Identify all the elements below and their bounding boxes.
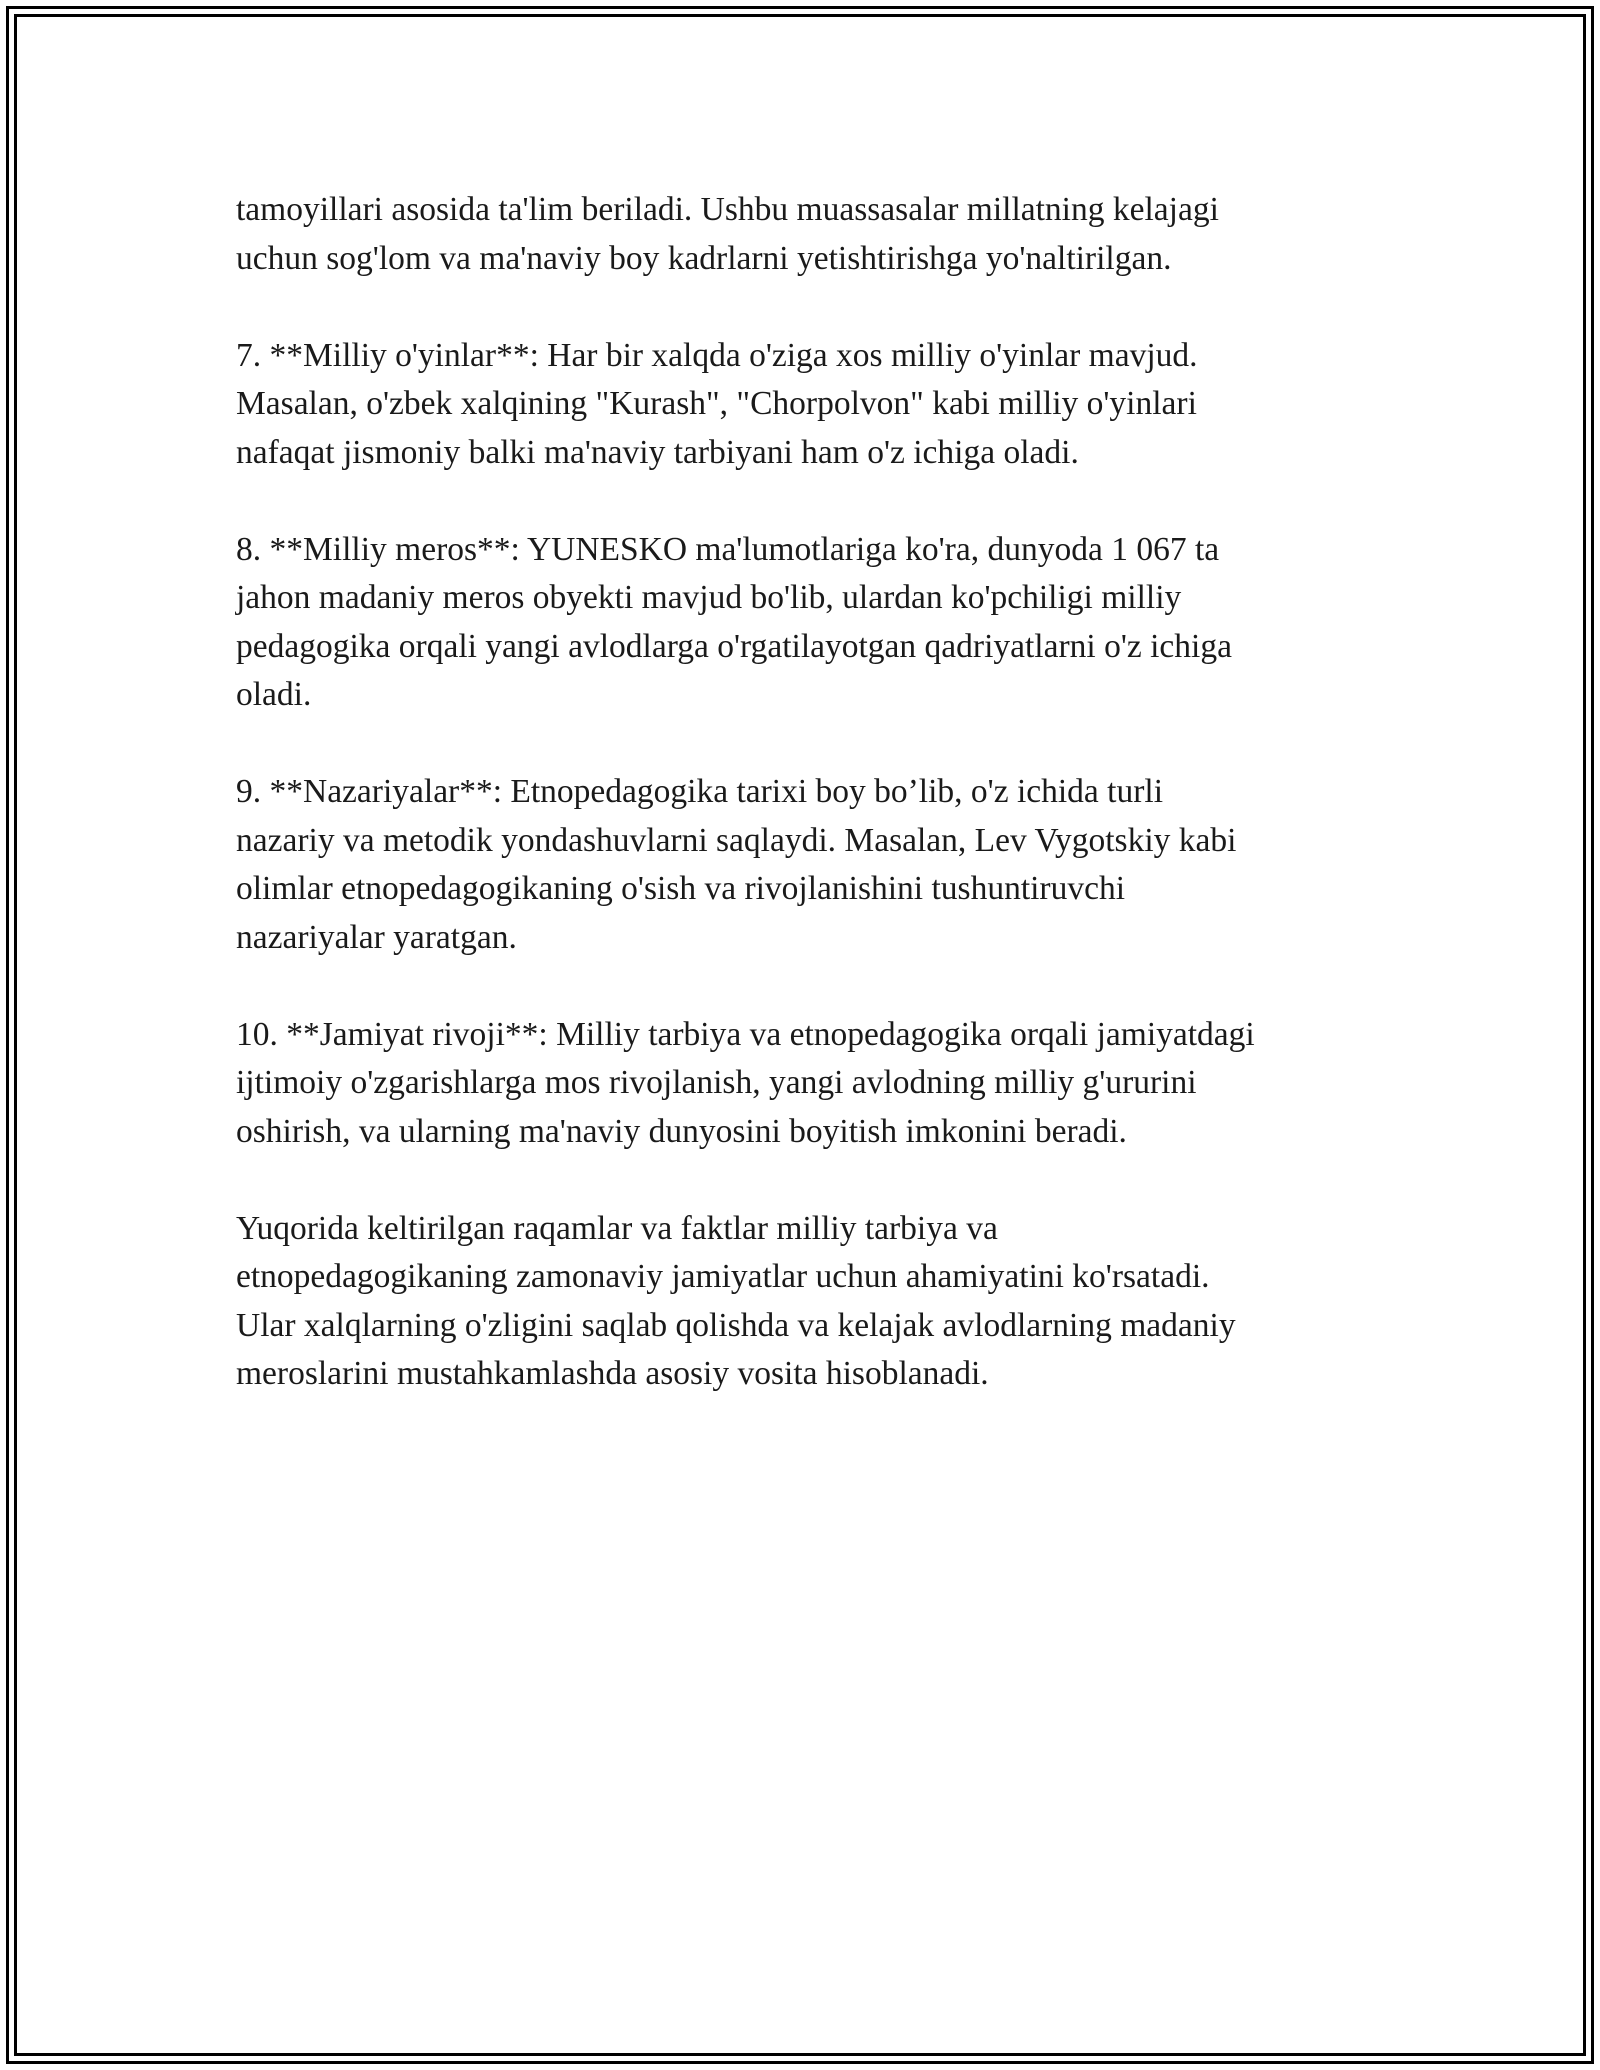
text-line: jahon madaniy meros obyekti mavjud bo'lib, ulardan ko'pchiligi milliy [236,579,1182,616]
paragraph-item-9 [236,768,1386,962]
text-line: oshirish, va ularning ma'naviy dunyosini boyitish imkonini beradi. [236,1112,1127,1150]
paragraph-item-8 [236,526,1386,720]
text-line: ijtimoiy o'zgarishlarga mos rivojlanish, yangi avlodning milliy g'ururini [236,1064,1197,1101]
text-line: tamoyillari asosida ta'lim beriladi. Ushbu muassasalar millatning kelajagi [236,191,1219,228]
text-line: meroslarini mustahkamlashda asosiy vosita hisoblanadi. [236,1355,989,1392]
text-line: nafaqat jismoniy balki ma'naviy tarbiyani ham o'z ichiga oladi. [236,433,1079,471]
document-body [236,186,1386,1447]
paragraph-item-10 [236,1011,1386,1157]
text-line: 10. **Jamiyat rivoji**: Milliy tarbiya va etnopedagogika orqali jamiyatdagi [236,1015,1255,1053]
text-line: nazariy va metodik yondashuvlarni saqlaydi. Masalan, Lev Vygotskiy kabi [236,821,1237,859]
text-line: pedagogika orqali yangi avlodlarga o'rgatilayotgan qadriyatlarni o'z ichiga [236,627,1232,665]
text-line: Ular xalqlarning o'zligini saqlab qolishda va kelajak avlodlarning madaniy [236,1306,1236,1344]
text-line: Yuqorida keltirilgan raqamlar va faktlar milliy tarbiya va [236,1209,998,1247]
text-line: olimlar etnopedagogikaning o'sish va rivojlanishini tushuntiruvchi [236,870,1126,907]
paragraph-item-7 [236,332,1386,478]
text-line: etnopedagogikaning zamonaviy jamiyatlar uchun ahamiyatini ko'rsatadi. [236,1258,1210,1295]
text-line: oladi. [236,676,312,713]
text-line: 8. **Milliy meros**: YUNESKO ma'lumotlariga ko'ra, dunyoda 1 067 ta [236,530,1220,568]
text-line: Masalan, o'zbek xalqining "Kurash", "Chorpolvon" kabi milliy o'yinlari [236,385,1197,422]
text-line: uchun sog'lom va ma'naviy boy kadrlarni yetishtirishga yo'naltirilgan. [236,239,1172,277]
paragraph-continuation [236,186,1386,283]
text-line: 9. **Nazariyalar**: Etnopedagogika tarixi boy bo’lib, o'z ichida turli [236,773,1164,810]
text-line: 7. **Milliy o'yinlar**: Har bir xalqda o'ziga xos milliy o'yinlar mavjud. [236,336,1198,374]
paragraph-conclusion [236,1205,1386,1399]
text-line: nazariyalar yaratgan. [236,918,517,956]
